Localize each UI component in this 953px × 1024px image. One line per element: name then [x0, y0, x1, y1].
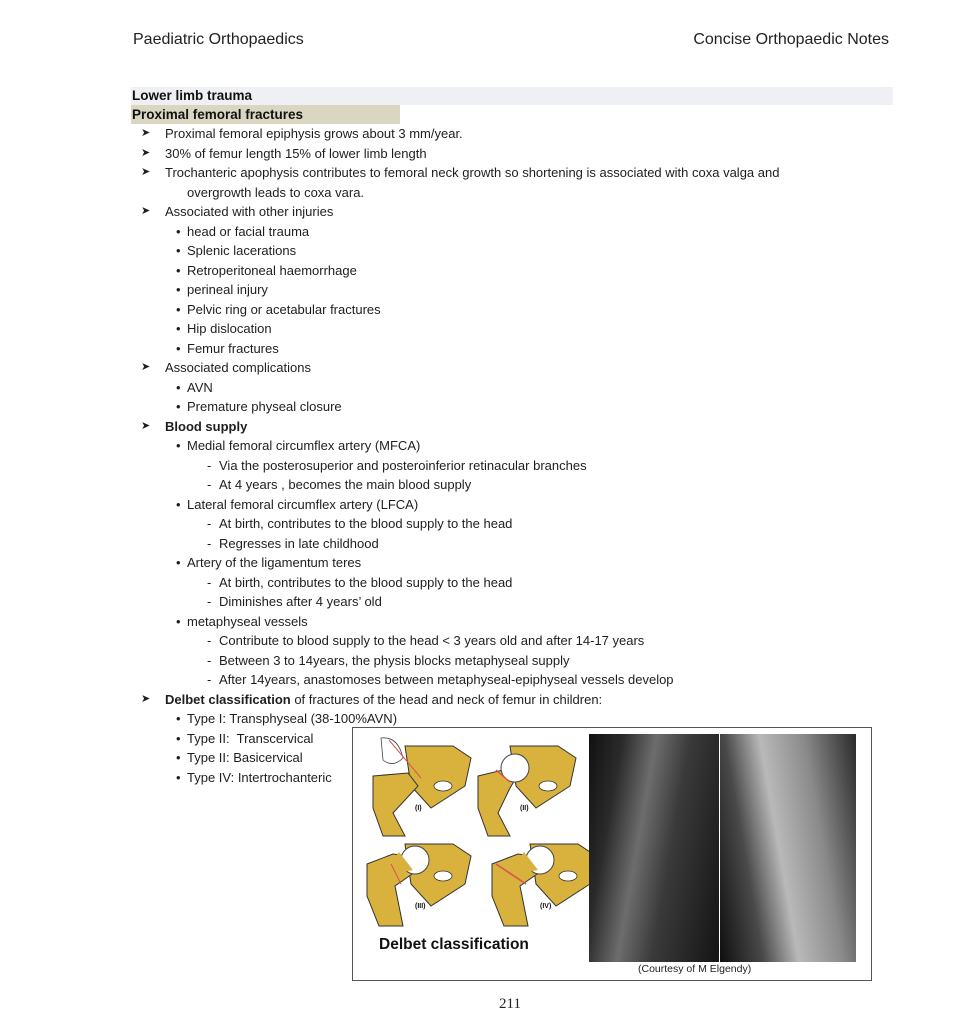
bullet-icon: •	[176, 496, 181, 512]
delbet-type: • Type IV: Intertrochanteric	[131, 768, 402, 788]
bullet-icon: •	[176, 340, 181, 356]
associated-injuries-heading: ➤ Associated with other injuries	[131, 202, 893, 222]
bullet-icon: •	[176, 301, 181, 317]
arrow-bullet-icon: ➤	[141, 166, 151, 178]
bullet-icon: •	[176, 711, 181, 726]
bullet-icon: •	[176, 769, 181, 785]
xray-image-right	[720, 734, 856, 962]
dash-icon: -	[207, 594, 212, 609]
bullet-icon: •	[176, 282, 181, 297]
bullet-point: ➤ Proximal femoral epiphysis grows about 3 mm/year.	[131, 124, 893, 144]
vessel-note: - Via the posterosuperior and posteroinferior retinacular branches	[131, 456, 893, 476]
delbet-type: • Type I: Transphyseal (38-100%AVN)	[131, 709, 893, 729]
xray-image-left	[589, 734, 719, 962]
arrow-bullet-icon: ➤	[141, 127, 151, 139]
vessel-note: - Between 3 to 14years, the physis blocks metaphyseal supply	[131, 651, 893, 671]
bullet-point: ➤ Trochanteric apophysis contributes to femoral neck growth so shortening is associated with coxa valga and overgrowth leads to coxa vara.	[141, 165, 780, 200]
delbet-heading: ➤ Delbet classification of fractures of the head and neck of femur in children:	[131, 690, 893, 710]
dash-icon: -	[207, 574, 212, 590]
bullet-icon: •	[176, 321, 181, 336]
dash-icon: -	[207, 633, 212, 648]
bullet-icon: •	[176, 262, 181, 278]
list-item: • AVN	[131, 378, 893, 398]
hip-diagram-type-4	[492, 844, 593, 926]
blood-supply-heading: ➤ Blood supply	[131, 417, 893, 437]
dash-icon: -	[207, 672, 212, 687]
vessel-note: - Diminishes after 4 years’ old	[131, 592, 893, 612]
bullet-icon: •	[176, 438, 181, 453]
bullet-icon: •	[176, 243, 181, 258]
list-item: • perineal injury	[131, 280, 893, 300]
vessel-note: - Contribute to blood supply to the head < 3 years old and after 14-17 years	[131, 631, 893, 651]
bullet-icon: •	[176, 750, 181, 765]
section-title: Lower limb trauma	[132, 88, 253, 103]
list-item: • Hip dislocation	[131, 319, 893, 339]
list-item: • Splenic lacerations	[131, 241, 893, 261]
bullet-icon: •	[176, 223, 181, 239]
figure-credit: (Courtesy of M Elgendy)	[638, 963, 752, 975]
vessel-item: • Medial femoral circumflex artery (MFCA)	[131, 436, 893, 456]
hip-diagram-type-3	[367, 844, 471, 926]
arrow-bullet-icon: ➤	[141, 146, 151, 159]
list-item: • head or facial trauma	[131, 222, 893, 242]
dash-icon: -	[207, 535, 212, 551]
delbet-type: • Type II: Transcervical	[131, 729, 402, 749]
complications-heading: ➤ Associated complications	[131, 358, 893, 378]
arrow-bullet-icon: ➤	[141, 419, 151, 432]
panel-label: (III)	[415, 903, 426, 910]
arrow-bullet-icon: ➤	[141, 361, 151, 373]
panel-label: (I)	[415, 805, 422, 812]
delbet-type: • Type II: Basicervical	[131, 748, 402, 768]
list-item: • Premature physeal closure	[131, 397, 893, 417]
vessel-note: - Regresses in late childhood	[131, 534, 893, 554]
vessel-note: - At 4 years , becomes the main blood supply	[131, 475, 893, 495]
subsection-title: Proximal femoral fractures	[132, 107, 304, 122]
vessel-item: • Artery of the ligamentum teres	[131, 553, 893, 573]
vessel-item: • Lateral femoral circumflex artery (LFCA)	[131, 495, 893, 515]
delbet-figure	[352, 727, 872, 981]
vessel-note: - At birth, contributes to the blood supply to the head	[131, 514, 893, 534]
dash-icon: -	[207, 457, 212, 473]
dash-icon: -	[207, 477, 212, 492]
dash-icon: -	[207, 516, 212, 531]
list-item: • Retroperitoneal haemorrhage	[131, 261, 893, 281]
list-item: • Femur fractures	[131, 339, 893, 359]
running-header-right: Concise Orthopaedic Notes	[693, 31, 889, 48]
arrow-bullet-icon: ➤	[141, 692, 151, 705]
bullet-icon: •	[176, 379, 181, 395]
vessel-note: - After 14years, anastomoses between metaphyseal-epiphyseal vessels develop	[131, 670, 893, 690]
notes-body	[131, 124, 893, 787]
bullet-point: ➤ 30% of femur length 15% of lower limb length	[131, 144, 893, 164]
panel-label: (II)	[520, 805, 529, 812]
vessel-note: - At birth, contributes to the blood supply to the head	[131, 573, 893, 593]
vessel-item: • metaphyseal vessels	[131, 612, 893, 632]
page-number: 211	[499, 996, 521, 1012]
bullet-icon: •	[176, 555, 181, 570]
hip-diagram-type-1	[373, 738, 471, 836]
panel-label: (IV)	[540, 903, 552, 910]
bullet-icon: •	[176, 399, 181, 414]
hip-diagram-type-2	[478, 746, 576, 836]
list-item: • Pelvic ring or acetabular fractures	[131, 300, 893, 320]
bullet-icon: •	[176, 730, 181, 746]
dash-icon: -	[207, 652, 212, 668]
running-header-left: Paediatric Orthopaedics	[133, 31, 304, 48]
arrow-bullet-icon: ➤	[141, 205, 151, 217]
figure-caption: Delbet classification	[379, 936, 529, 953]
bullet-icon: •	[176, 613, 181, 629]
